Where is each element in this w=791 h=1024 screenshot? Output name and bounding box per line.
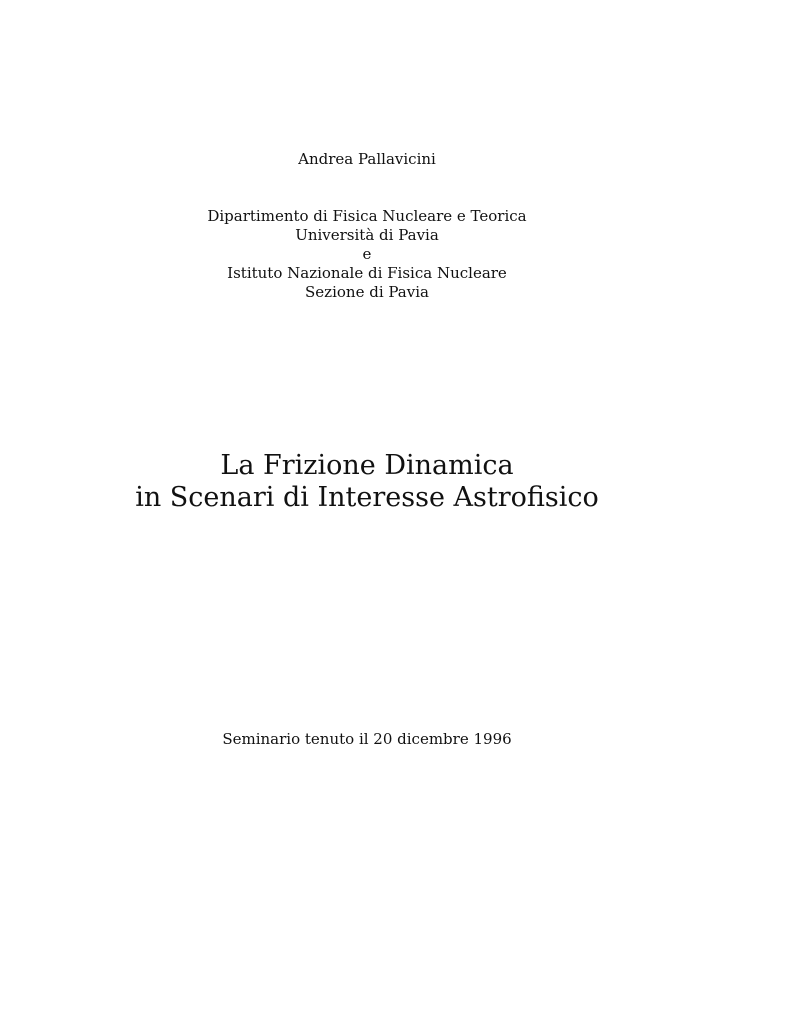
affiliation-line-university: Università di Pavia [295,226,439,244]
affiliation-line-institute: Istituto Nazionale di Fisica Nucleare [227,264,507,282]
affiliation-line-conjunction: e [362,245,372,263]
author-name: Andrea Pallavicini [298,150,436,168]
document-title-line-2: in Scenari di Interesse Astrofisico [135,482,599,513]
affiliation-line-department: Dipartimento di Fisica Nucleare e Teorica [207,207,527,225]
affiliation-line-section: Sezione di Pavia [305,283,429,301]
document-title-line-1: La Frizione Dinamica [220,450,514,481]
seminar-date: Seminario tenuto il 20 dicembre 1996 [222,730,512,748]
